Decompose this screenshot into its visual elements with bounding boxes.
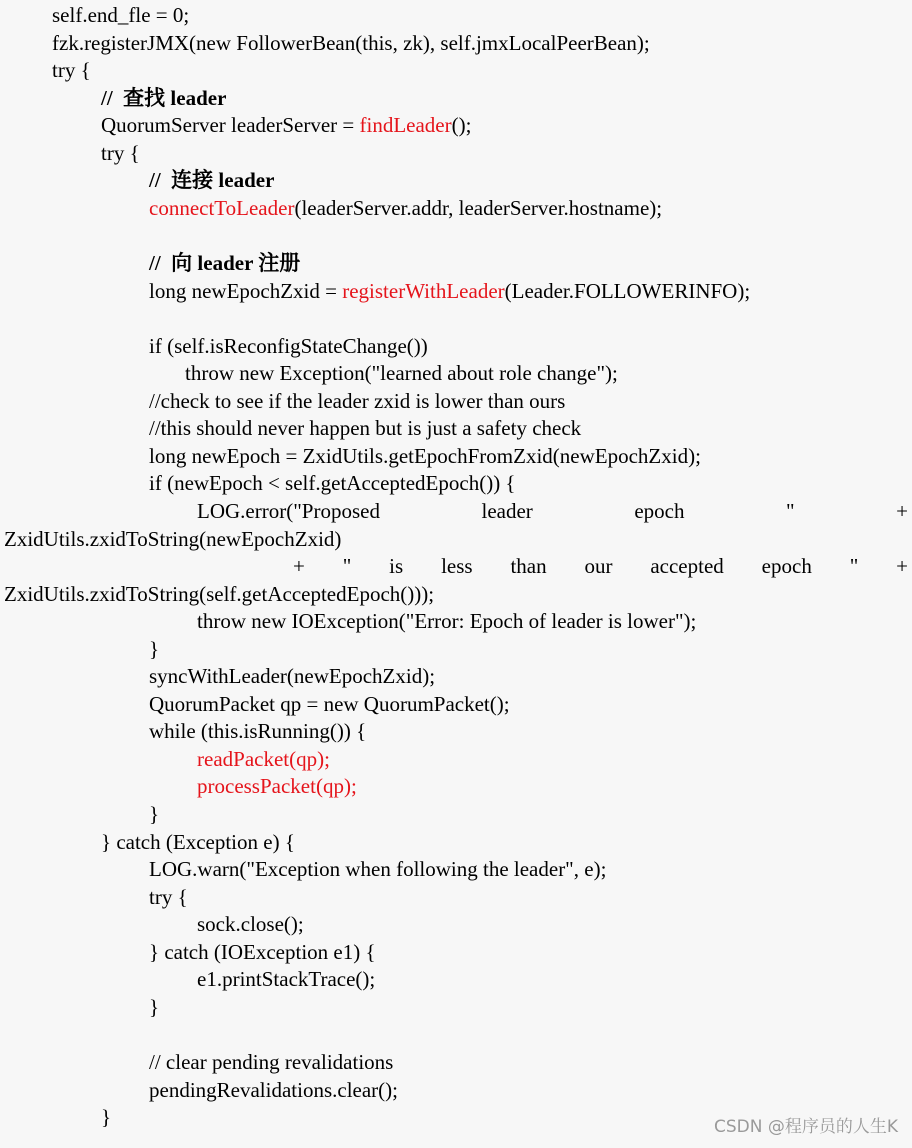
code-text: fzk.registerJMX(new FollowerBean(this, zk), self.jmxLocalPeerBean); bbox=[52, 30, 650, 55]
code-line bbox=[149, 194, 662, 222]
code-token: " bbox=[849, 554, 859, 578]
code-token: our bbox=[584, 554, 613, 578]
code-text: long newEpoch = ZxidUtils.getEpochFromZxid(newEpochZxid); bbox=[149, 443, 701, 468]
code-line bbox=[149, 249, 300, 277]
code-line bbox=[149, 855, 606, 883]
code-line bbox=[149, 277, 750, 305]
code-line bbox=[52, 1, 189, 29]
code-text: (Leader.FOLLOWERINFO); bbox=[504, 278, 751, 303]
code-line bbox=[197, 607, 696, 635]
code-line bbox=[197, 772, 357, 800]
code-line bbox=[149, 166, 274, 194]
code-line bbox=[149, 469, 516, 497]
code-text: if (self.isReconfigStateChange()) bbox=[149, 333, 428, 358]
code-text: LOG.warn("Exception when following the leader", e); bbox=[149, 857, 607, 882]
code-token: is bbox=[389, 554, 404, 578]
code-text: QuorumPacket qp = new QuorumPacket(); bbox=[149, 691, 510, 716]
code-line bbox=[149, 993, 159, 1021]
code-line bbox=[149, 938, 376, 966]
code-text: } bbox=[149, 994, 160, 1019]
code-text: (leaderServer.addr, leaderServer.hostname); bbox=[294, 195, 663, 220]
code-token: epoch bbox=[634, 498, 685, 523]
code-token: LOG.error("Proposed bbox=[197, 498, 380, 523]
code-line bbox=[149, 414, 581, 442]
code-text: ZxidUtils.zxidToString(newEpochZxid) bbox=[4, 526, 342, 551]
code-text: } bbox=[149, 802, 160, 826]
highlighted-method: processPacket(qp); bbox=[197, 774, 357, 799]
code-text: sock.close(); bbox=[197, 912, 304, 937]
code-line bbox=[101, 139, 140, 167]
code-text: syncWithLeader(newEpochZxid); bbox=[149, 664, 436, 689]
code-text: } bbox=[149, 636, 160, 661]
code-text: // 查找 leader bbox=[101, 85, 227, 110]
code-text: } bbox=[101, 1105, 112, 1129]
code-text: } catch (Exception e) { bbox=[101, 829, 295, 854]
code-text: pendingRevalidations.clear(); bbox=[149, 1077, 398, 1102]
code-text: self.end_fle = 0; bbox=[52, 3, 190, 27]
code-line bbox=[293, 552, 908, 580]
code-line bbox=[101, 111, 471, 139]
code-text: QuorumServer leaderServer = bbox=[101, 113, 360, 138]
highlighted-method: connectToLeader bbox=[149, 195, 295, 220]
code-text: //check to see if the leader zxid is lower than ours bbox=[149, 388, 566, 413]
code-text: // 连接 leader bbox=[149, 168, 275, 193]
code-token: than bbox=[510, 554, 547, 578]
code-line bbox=[149, 332, 428, 360]
code-line bbox=[101, 828, 295, 856]
code-token: + bbox=[896, 498, 908, 523]
code-text: // 向 leader 注册 bbox=[149, 251, 301, 275]
code-token: " bbox=[786, 498, 795, 523]
code-line bbox=[149, 800, 159, 828]
code-text: try { bbox=[52, 58, 91, 83]
code-text: // clear pending revalidations bbox=[149, 1049, 394, 1074]
code-text: throw new IOException("Error: Epoch of leader is lower"); bbox=[197, 609, 697, 634]
code-text: } catch (IOException e1) { bbox=[149, 939, 376, 964]
code-line bbox=[185, 359, 618, 387]
code-line bbox=[149, 1048, 393, 1076]
code-text: (); bbox=[451, 113, 472, 138]
code-line bbox=[52, 29, 650, 57]
code-token: less bbox=[441, 554, 473, 578]
code-text: ZxidUtils.zxidToString(self.getAcceptedEpoch())); bbox=[4, 581, 435, 606]
code-line bbox=[149, 662, 435, 690]
code-line bbox=[197, 745, 330, 773]
code-line bbox=[4, 580, 434, 608]
code-text: //this should never happen but is just a safety check bbox=[149, 416, 582, 441]
code-text: try { bbox=[149, 884, 188, 909]
code-text: e1.printStackTrace(); bbox=[197, 967, 376, 992]
code-line bbox=[149, 387, 565, 415]
code-line bbox=[52, 56, 91, 84]
highlighted-method: readPacket(qp); bbox=[197, 746, 330, 771]
code-token: accepted bbox=[650, 554, 724, 578]
code-line bbox=[197, 910, 304, 938]
code-line bbox=[101, 84, 226, 112]
code-line bbox=[149, 717, 366, 745]
code-token: epoch bbox=[761, 554, 812, 578]
highlighted-method: findLeader bbox=[359, 113, 452, 138]
code-line bbox=[101, 1103, 111, 1131]
code-text: try { bbox=[101, 140, 140, 165]
code-text: while (this.isRunning()) { bbox=[149, 719, 367, 744]
code-line bbox=[149, 690, 510, 718]
code-token: leader bbox=[481, 498, 533, 523]
code-token: + bbox=[293, 554, 305, 578]
code-text: long newEpochZxid = bbox=[149, 278, 343, 303]
code-token: + bbox=[896, 554, 908, 578]
code-line bbox=[197, 497, 908, 525]
code-line bbox=[149, 635, 159, 663]
highlighted-method: registerWithLeader bbox=[342, 278, 505, 303]
code-text: if (newEpoch < self.getAcceptedEpoch()) { bbox=[149, 471, 516, 496]
code-token: " bbox=[342, 554, 352, 578]
code-line bbox=[4, 525, 341, 553]
code-text: throw new Exception("learned about role change"); bbox=[185, 361, 618, 386]
code-line bbox=[149, 442, 701, 470]
code-line bbox=[149, 1076, 398, 1104]
code-line bbox=[149, 883, 188, 911]
watermark: CSDN @程序员的人生K bbox=[713, 1117, 898, 1137]
code-line bbox=[197, 965, 375, 993]
